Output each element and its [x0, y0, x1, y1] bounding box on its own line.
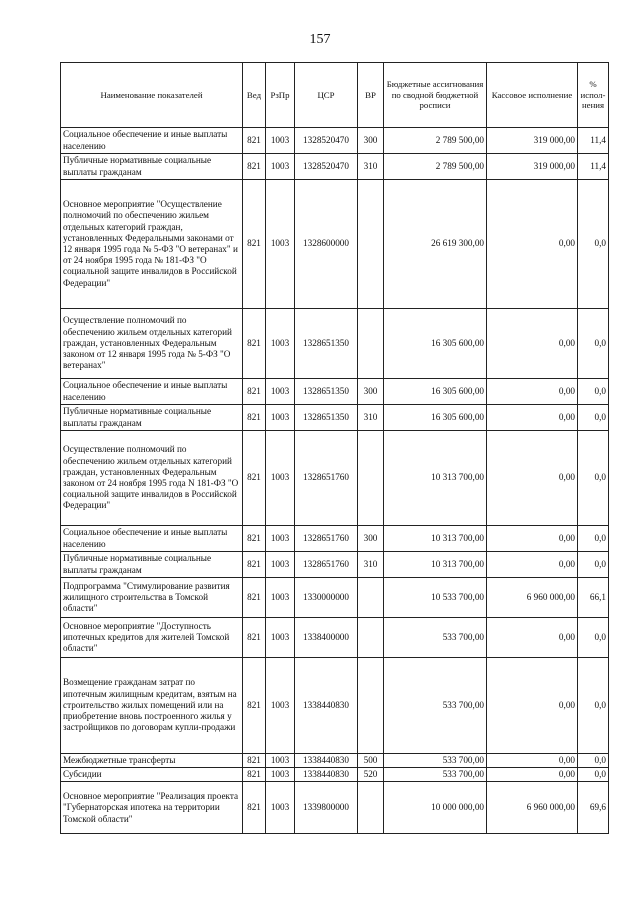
cell-pct: 0,0	[578, 526, 609, 552]
cell-name: Возмещение гражданам затрат по ипотечным жилищным кредитам, взятым на строительство жилых помещений или на приобретение вновь построенного жилья у застройщиков по договорам купли-продажи	[61, 658, 243, 754]
cell-cash: 0,00	[487, 309, 578, 379]
table-row	[61, 578, 609, 618]
cell-vr: 300	[358, 128, 384, 154]
cell-csr: 1328600000	[295, 180, 358, 309]
cell-csr: 1338440830	[295, 768, 358, 782]
cell-pct: 11,4	[578, 128, 609, 154]
cell-csr: 1328651350	[295, 405, 358, 431]
cell-budget: 10 313 700,00	[384, 526, 487, 552]
cell-rzpr: 1003	[266, 578, 295, 618]
cell-cash: 6 960 000,00	[487, 782, 578, 834]
page-number: 157	[309, 32, 331, 47]
cell-vr: 500	[358, 754, 384, 768]
cell-name: Социальное обеспечение и иные выплаты населению	[61, 526, 243, 552]
cell-cash: 0,00	[487, 618, 578, 658]
cell-name: Основное мероприятие "Осуществление полномочий по обеспечению жильем отдельных категорий граждан, установленных Федеральными законами от 12 января 1995 года № 5-ФЗ "О ветеранах" и от 24 ноября 1995 года № 181-ФЗ "О социальной защите инвалидов в Российской Федерации"	[61, 180, 243, 309]
cell-budget: 2 789 500,00	[384, 154, 487, 180]
cell-ved: 821	[243, 754, 266, 768]
cell-pct: 0,0	[578, 431, 609, 526]
cell-rzpr: 1003	[266, 128, 295, 154]
cell-pct: 0,0	[578, 768, 609, 782]
header-cash: Кассовое исполнение	[487, 63, 578, 128]
table-row	[61, 154, 609, 180]
cell-name: Осуществление полномочий по обеспечению жильем отдельных категорий граждан, установленных Федеральным законом от 24 ноября 1995 года N 181-ФЗ "О социальной защите инвалидов в Российской Федерации"	[61, 431, 243, 526]
cell-vr: 300	[358, 379, 384, 405]
cell-budget: 10 533 700,00	[384, 578, 487, 618]
header-name: Наименование показателей	[61, 63, 243, 128]
cell-name: Субсидии	[61, 768, 243, 782]
cell-ved: 821	[243, 578, 266, 618]
cell-name: Осуществление полномочий по обеспечению жильем отдельных категорий граждан, установленных Федеральным законом от 12 января 1995 года № 5-ФЗ "О ветеранах"	[61, 309, 243, 379]
cell-pct: 0,0	[578, 405, 609, 431]
cell-vr: 310	[358, 552, 384, 578]
cell-pct: 0,0	[578, 552, 609, 578]
cell-name: Межбюджетные трансферты	[61, 754, 243, 768]
cell-cash: 0,00	[487, 431, 578, 526]
cell-rzpr: 1003	[266, 754, 295, 768]
table-body	[61, 128, 609, 834]
cell-budget: 533 700,00	[384, 754, 487, 768]
cell-vr	[358, 782, 384, 834]
cell-csr: 1338400000	[295, 618, 358, 658]
table-row	[61, 768, 609, 782]
cell-ved: 821	[243, 154, 266, 180]
cell-rzpr: 1003	[266, 154, 295, 180]
cell-cash: 0,00	[487, 379, 578, 405]
table-header-row	[61, 63, 609, 128]
cell-cash: 0,00	[487, 658, 578, 754]
cell-budget: 26 619 300,00	[384, 180, 487, 309]
cell-budget: 533 700,00	[384, 618, 487, 658]
cell-csr: 1328520470	[295, 154, 358, 180]
cell-ved: 821	[243, 768, 266, 782]
header-ved: Вед	[243, 63, 266, 128]
cell-budget: 16 305 600,00	[384, 405, 487, 431]
cell-csr: 1338440830	[295, 754, 358, 768]
cell-vr: 300	[358, 526, 384, 552]
cell-vr	[358, 180, 384, 309]
table-row	[61, 552, 609, 578]
cell-cash: 0,00	[487, 552, 578, 578]
cell-ved: 821	[243, 379, 266, 405]
cell-ved: 821	[243, 309, 266, 379]
cell-rzpr: 1003	[266, 526, 295, 552]
cell-rzpr: 1003	[266, 552, 295, 578]
cell-rzpr: 1003	[266, 379, 295, 405]
table-row	[61, 782, 609, 834]
cell-cash: 0,00	[487, 526, 578, 552]
cell-name: Подпрограмма "Стимулирование развития жилищного строительства в Томской области"	[61, 578, 243, 618]
table-row	[61, 309, 609, 379]
cell-name: Социальное обеспечение и иные выплаты населению	[61, 379, 243, 405]
cell-pct: 11,4	[578, 154, 609, 180]
cell-pct: 0,0	[578, 379, 609, 405]
cell-pct: 69,6	[578, 782, 609, 834]
cell-ved: 821	[243, 180, 266, 309]
cell-budget: 10 313 700,00	[384, 431, 487, 526]
header-csr: ЦСР	[295, 63, 358, 128]
cell-cash: 319 000,00	[487, 128, 578, 154]
cell-vr	[358, 578, 384, 618]
cell-cash: 0,00	[487, 754, 578, 768]
cell-budget: 16 305 600,00	[384, 309, 487, 379]
cell-ved: 821	[243, 658, 266, 754]
cell-ved: 821	[243, 405, 266, 431]
cell-budget: 2 789 500,00	[384, 128, 487, 154]
cell-budget: 533 700,00	[384, 768, 487, 782]
cell-cash: 6 960 000,00	[487, 578, 578, 618]
cell-ved: 821	[243, 782, 266, 834]
cell-rzpr: 1003	[266, 309, 295, 379]
cell-csr: 1328651350	[295, 379, 358, 405]
cell-rzpr: 1003	[266, 431, 295, 526]
cell-csr: 1339800000	[295, 782, 358, 834]
cell-name: Основное мероприятие "Реализация проекта "Губернаторская ипотека на территории Томской области"	[61, 782, 243, 834]
cell-vr: 310	[358, 405, 384, 431]
cell-budget: 533 700,00	[384, 658, 487, 754]
cell-name: Публичные нормативные социальные выплаты гражданам	[61, 552, 243, 578]
cell-csr: 1328520470	[295, 128, 358, 154]
cell-cash: 0,00	[487, 768, 578, 782]
cell-csr: 1328651760	[295, 552, 358, 578]
table-row	[61, 431, 609, 526]
table-row	[61, 405, 609, 431]
cell-name: Публичные нормативные социальные выплаты гражданам	[61, 405, 243, 431]
cell-cash: 319 000,00	[487, 154, 578, 180]
cell-name: Основное мероприятие "Доступность ипотечных кредитов для жителей Томской области"	[61, 618, 243, 658]
cell-vr	[358, 431, 384, 526]
cell-name: Публичные нормативные социальные выплаты гражданам	[61, 154, 243, 180]
table-row	[61, 379, 609, 405]
cell-pct: 0,0	[578, 658, 609, 754]
cell-name: Социальное обеспечение и иные выплаты населению	[61, 128, 243, 154]
cell-vr: 520	[358, 768, 384, 782]
cell-pct: 0,0	[578, 618, 609, 658]
cell-pct: 0,0	[578, 180, 609, 309]
header-budget: Бюджетные ассигнования по сводной бюджетной росписи	[384, 63, 487, 128]
cell-csr: 1328651760	[295, 431, 358, 526]
cell-pct: 0,0	[578, 754, 609, 768]
budget-table	[60, 62, 609, 834]
cell-vr	[358, 618, 384, 658]
cell-rzpr: 1003	[266, 658, 295, 754]
cell-ved: 821	[243, 526, 266, 552]
table-row	[61, 526, 609, 552]
cell-rzpr: 1003	[266, 180, 295, 309]
cell-pct: 66,1	[578, 578, 609, 618]
cell-vr	[358, 309, 384, 379]
cell-csr: 1328651760	[295, 526, 358, 552]
cell-pct: 0,0	[578, 309, 609, 379]
cell-rzpr: 1003	[266, 768, 295, 782]
cell-rzpr: 1003	[266, 782, 295, 834]
table-row	[61, 618, 609, 658]
cell-vr	[358, 658, 384, 754]
cell-cash: 0,00	[487, 405, 578, 431]
cell-csr: 1330000000	[295, 578, 358, 618]
cell-csr: 1338440830	[295, 658, 358, 754]
header-vr: ВР	[358, 63, 384, 128]
cell-vr: 310	[358, 154, 384, 180]
cell-ved: 821	[243, 431, 266, 526]
table-row	[61, 658, 609, 754]
cell-rzpr: 1003	[266, 618, 295, 658]
cell-ved: 821	[243, 552, 266, 578]
header-pct: % испол-нения	[578, 63, 609, 128]
cell-rzpr: 1003	[266, 405, 295, 431]
table-row	[61, 128, 609, 154]
cell-ved: 821	[243, 618, 266, 658]
cell-budget: 10 313 700,00	[384, 552, 487, 578]
table-row	[61, 180, 609, 309]
cell-ved: 821	[243, 128, 266, 154]
cell-csr: 1328651350	[295, 309, 358, 379]
cell-budget: 10 000 000,00	[384, 782, 487, 834]
header-rzpr: РзПр	[266, 63, 295, 128]
cell-cash: 0,00	[487, 180, 578, 309]
cell-budget: 16 305 600,00	[384, 379, 487, 405]
table-row	[61, 754, 609, 768]
